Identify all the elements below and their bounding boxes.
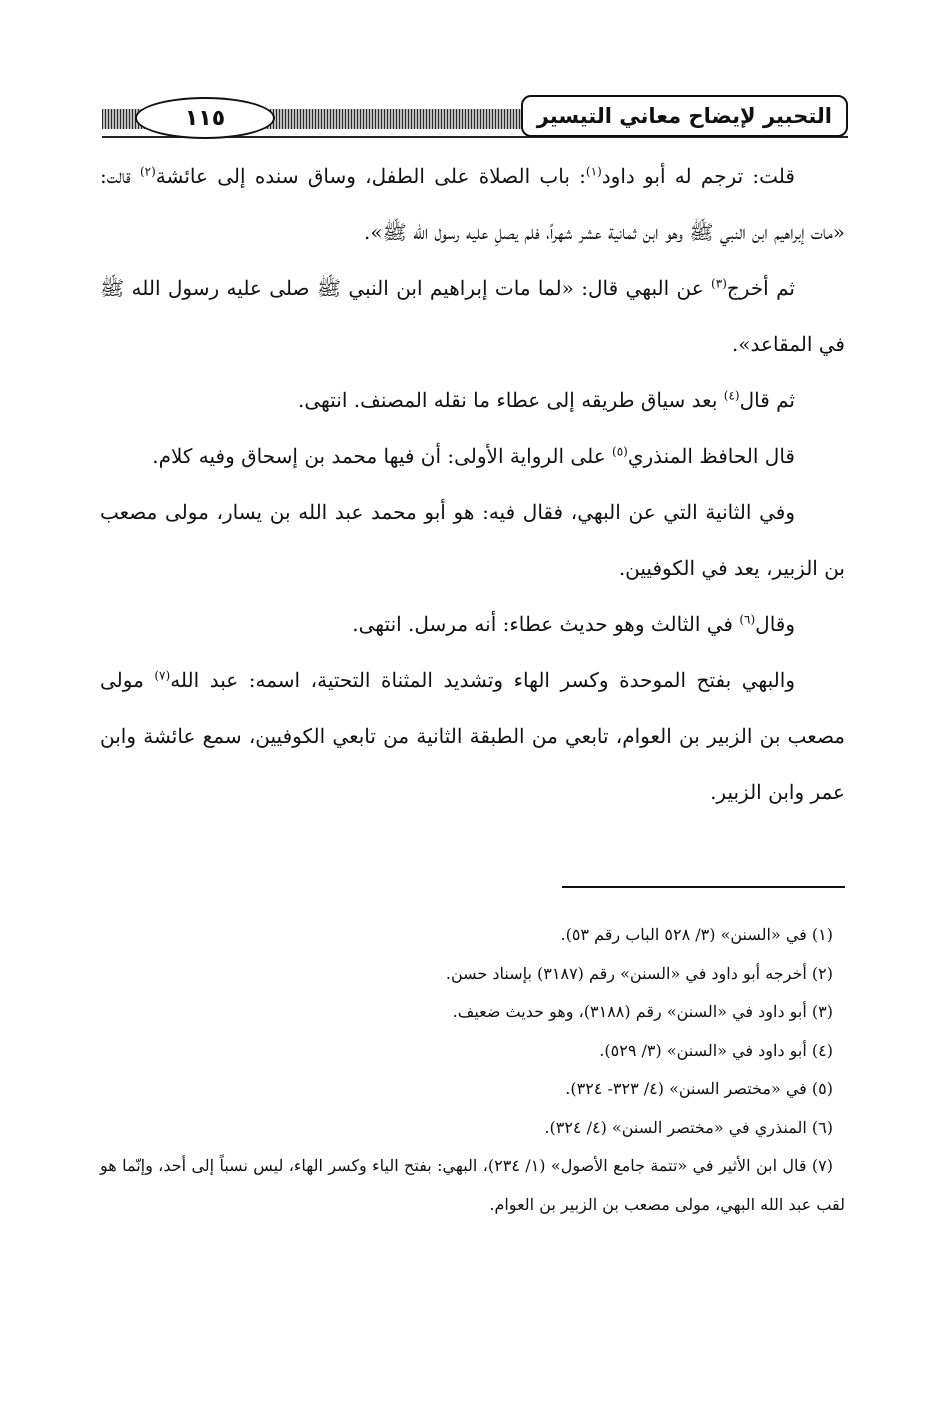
main-text [100,148,845,820]
footnote-7: (٧) قال ابن الأثير في «تتمة جامع الأصول» (١/ ٢٣٤)، البهي: بفتح الياء وكسر الهاء، ليس نسباً إلى أحد، وإنّما هو لقب عبد الله البهي، مولى مصعب بن الزبير بن العوام. [100,1156,845,1214]
footnote-4: (٤) أبو داود في «السنن» (٣/ ٥٢٩). [599,1040,833,1060]
paragraph-3: ثم قال$^{(٤)}$ بعد سياق طريقه إلى عطاء ما نقله المصنف. انتهى. [298,388,795,412]
footnote-ref-4: (٤) [723,388,740,403]
footnote-ref-2: (٢) [139,164,156,179]
footnote-ref-5: (٥) [612,444,628,459]
paragraph-5: وفي الثانية التي عن البهي، فقال فيه: هو أبو محمد عبد الله بن يسار، مولى مصعب بن الزبير، يعد في الكوفيين. [100,500,845,580]
footnote-ref-6: (٦) [739,612,756,627]
paragraph-1: قلت: ترجم له أبو داود$^{(١)}$: باب الصلاة على الطفل، وساق سنده إلى عائشة$^{(٢)}$ قالت: «مات إبراهيم ابن النبي ﷺ وهو ابن ثمانية عشر شهراً، فلم يصلِ عليه رسول الله ﷺ». [100,164,845,244]
footnote-6: (٦) المنذري في «مختصر السنن» (٤/ ٣٢٤). [544,1117,833,1137]
footnotes [100,916,845,1224]
paragraph-2: ثم أخرج$^{(٣)}$ عن البهي قال: «لما مات إبراهيم ابن النبي ﷺ صلى عليه رسول الله ﷺ في المقاعد». [100,276,845,356]
page-number: ١١٥ [135,97,275,139]
footnote-ref-3: (٣) [711,276,727,291]
footnote-ref-1: (١) [585,164,602,179]
paragraph-7: والبهي بفتح الموحدة وكسر الهاء وتشديد المثناة التحتية، اسمه: عبد الله$^{(٧)}$ مولى مصعب بن الزبير بن العوام، تابعي من الطبقة الثانية من تابعي الكوفيين، سمع عائشة وابن عمر وابن الزبير. [100,668,845,804]
footnote-2: (٢) أخرجه أبو داود في «السنن» رقم (٣١٨٧) بإسناد حسن. [445,963,833,983]
footnote-5: (٥) في «مختصر السنن» (٤/ ٣٢٣- ٣٢٤). [565,1079,833,1098]
book-title: التحبير لإيضاح معاني التيسير [521,95,848,137]
paragraph-6: وقال$^{(٦)}$ في الثالث وهو حديث عطاء: أنه مرسل. انتهى. [352,612,795,636]
footnote-3: (٣) أبو داود في «السنن» رقم (٣١٨٨)، وهو حديث ضعيف. [452,1002,833,1021]
paragraph-4: قال الحافظ المنذري$^{(٥)}$ على الرواية الأولى: أن فيها محمد بن إسحاق وفيه كلام. [152,444,795,468]
running-header [102,94,848,144]
footnote-1: (١) في «السنن» (٣/ ٥٢٨ الباب رقم ٥٣). [560,925,833,944]
footnote-ref-7: (٧) [154,668,171,683]
footnote-separator [562,886,845,888]
